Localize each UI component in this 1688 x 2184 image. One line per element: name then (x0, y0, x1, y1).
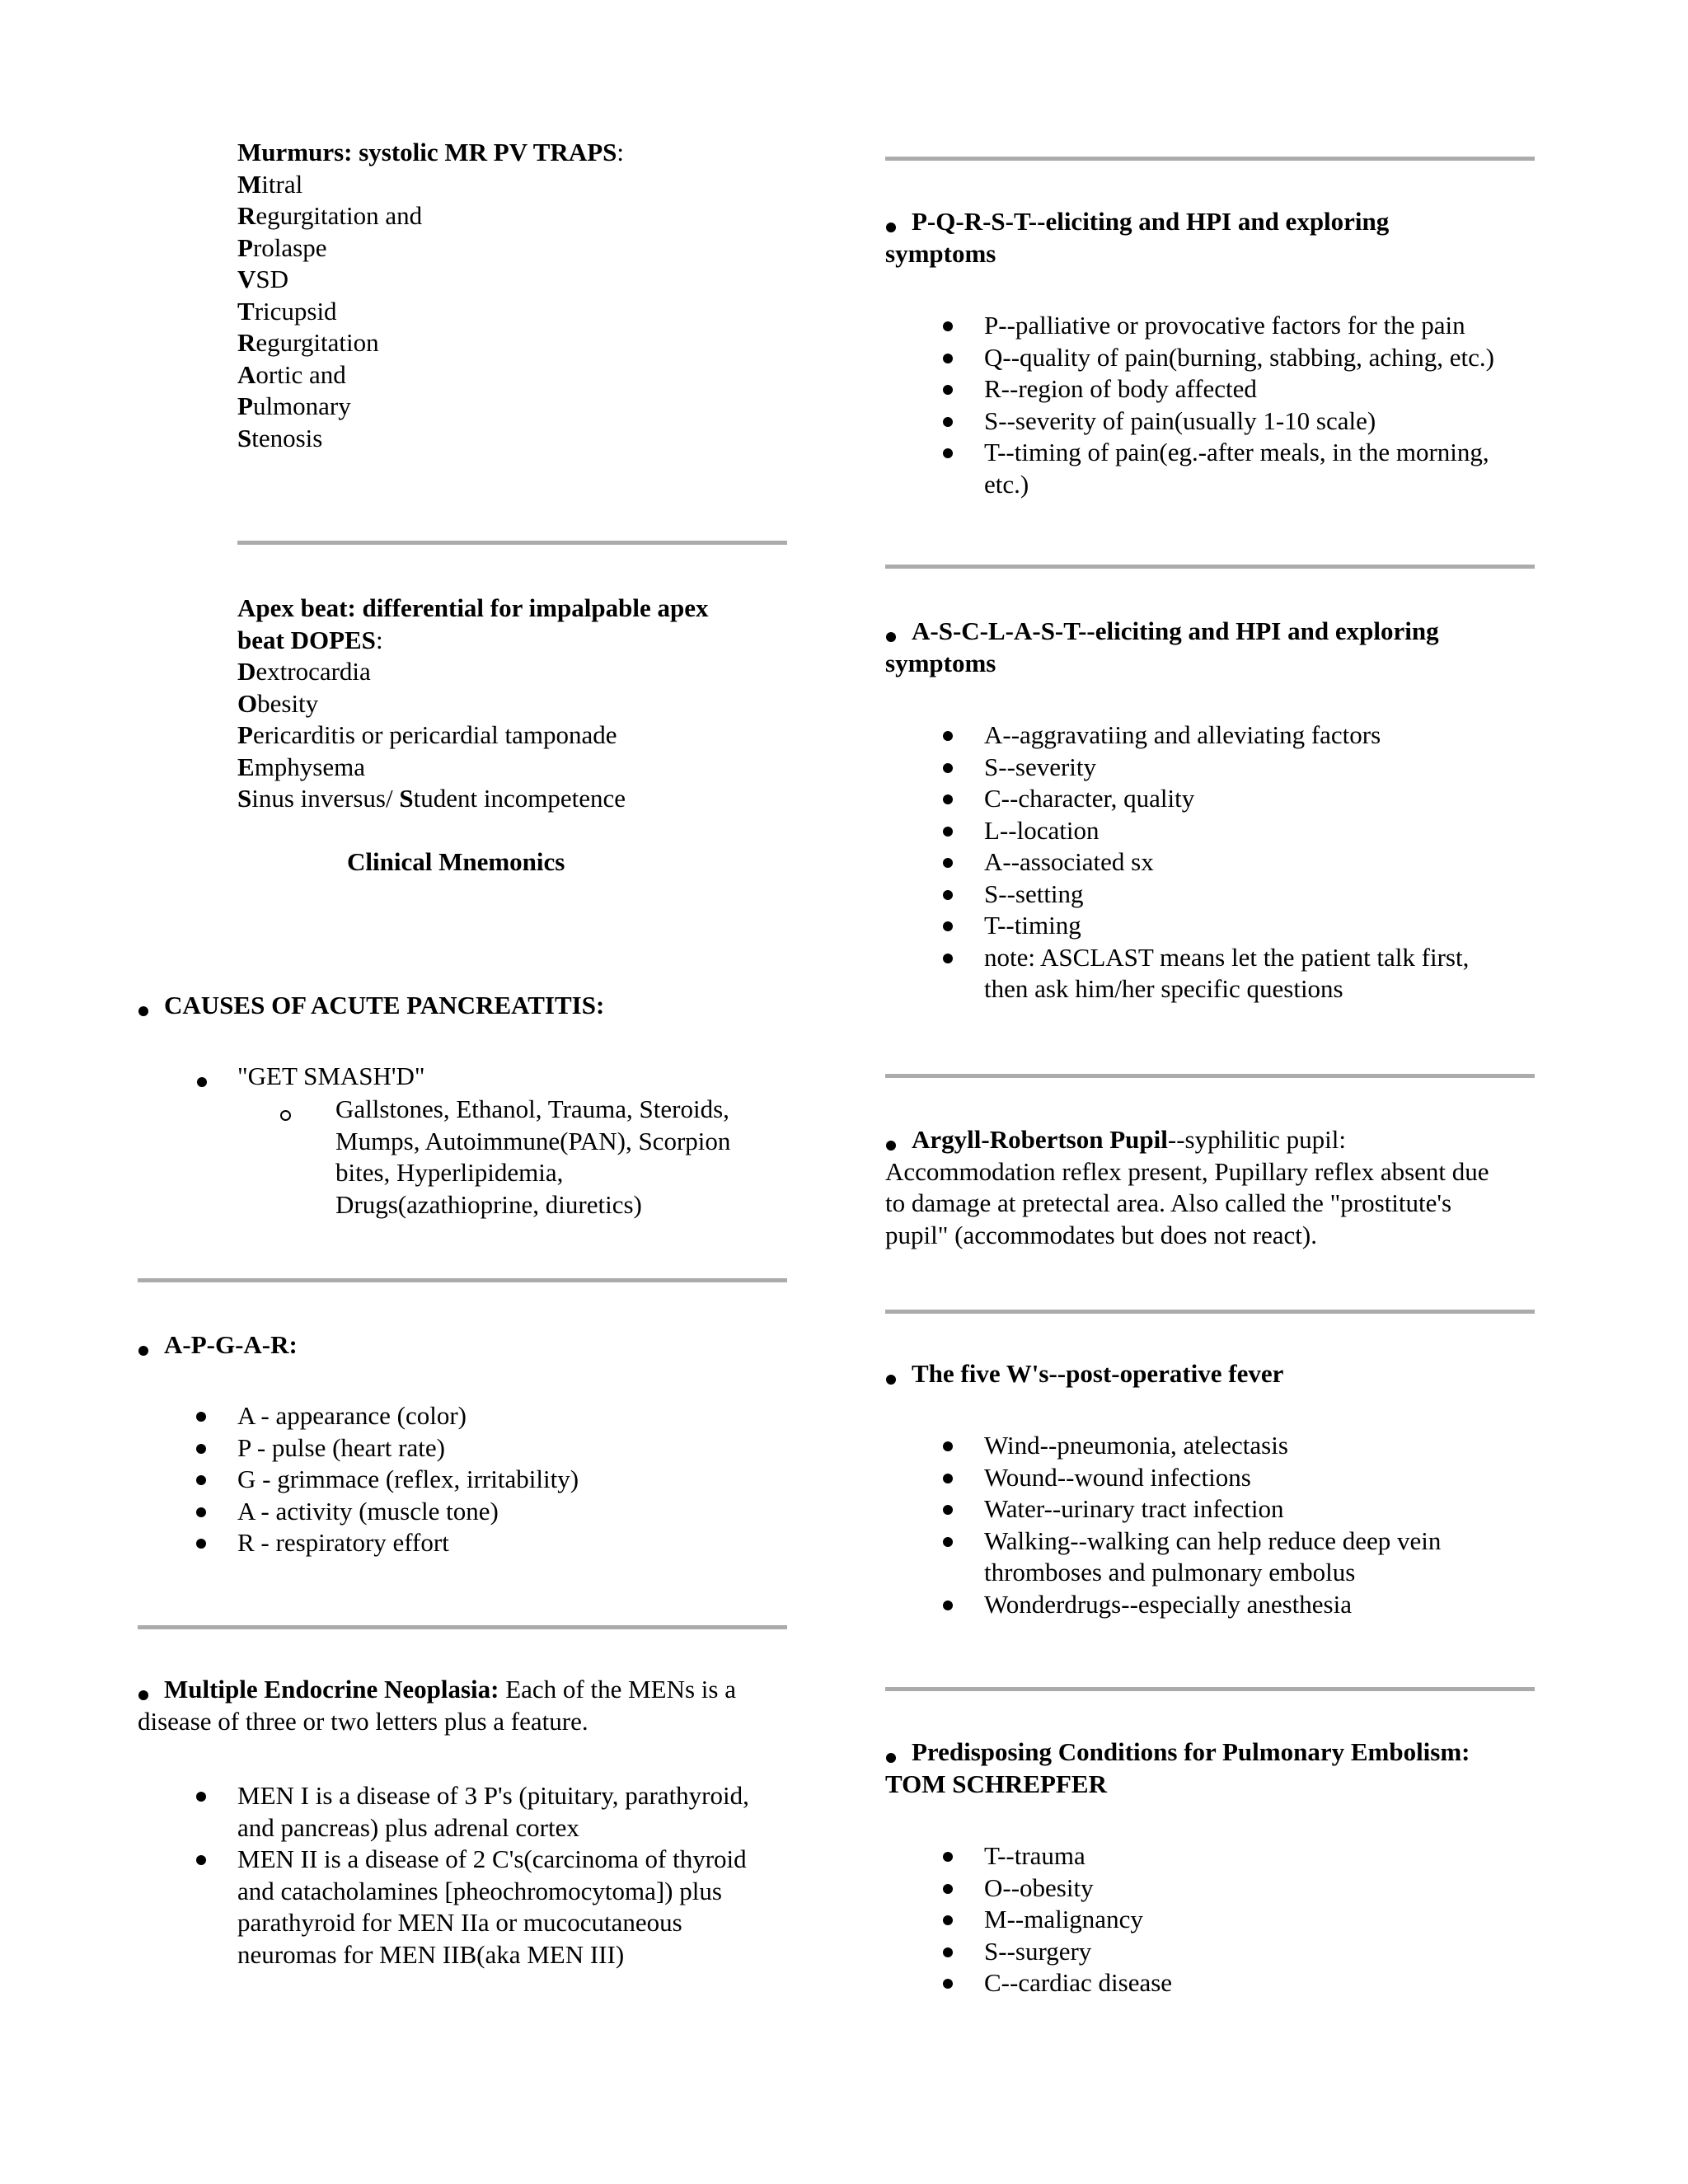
divider (138, 1278, 787, 1282)
bullet-dot-icon (943, 1852, 953, 1862)
pancreatitis-title: CAUSES OF ACUTE PANCREATITIS: (164, 991, 605, 1019)
list-item-line: C--character, quality (984, 784, 1195, 813)
bullet-dot-icon (196, 1475, 206, 1485)
list-item-line: O--obesity (984, 1872, 1094, 1902)
bullet-dot-icon (943, 321, 953, 331)
asclast-list (984, 719, 1469, 1005)
list-item (984, 1430, 1441, 1462)
argyll-line: to damage at pretectal area. Also called the "prostitute's (885, 1188, 1452, 1217)
pqrst-title: P-Q-R-S-T--eliciting and HPI and exploring symptoms (885, 207, 1390, 268)
list-item (984, 373, 1494, 405)
bullet-dot-icon (196, 1507, 206, 1517)
bullet-dot-icon (943, 731, 953, 741)
apex-line (237, 688, 708, 720)
list-item (984, 1967, 1172, 1999)
bullet-dot-icon (886, 1375, 896, 1385)
pqrst-list (984, 310, 1494, 500)
list-item-line: MEN II is a disease of 2 C's(carcinoma of thyroid (237, 1844, 747, 1873)
list-item (984, 752, 1469, 784)
list-item (984, 910, 1469, 942)
murmurs-line (237, 169, 624, 201)
men-intro-line2: disease of three or two letters plus a feature. (138, 1706, 588, 1736)
list-item-line: note: ASCLAST means let the patient talk first, (984, 942, 1470, 972)
list-item-line: MEN I is a disease of 3 P's (pituitary, parathyroid, (237, 1781, 749, 1810)
bullet-dot-icon (943, 1601, 953, 1610)
murmurs-line-text: ortic and (256, 359, 346, 389)
list-item (237, 1527, 579, 1559)
murmurs-line (237, 264, 624, 296)
list-item-line: and catacholamines [pheochromocytoma]) plus (237, 1876, 722, 1905)
bullet-dot-icon (943, 1947, 953, 1957)
murmurs-line (237, 359, 624, 391)
murmurs-section (237, 137, 624, 454)
murmurs-line (237, 391, 624, 423)
apex-last-line: Sinus inversus/ Student incompetence (237, 784, 626, 813)
list-item (984, 437, 1494, 500)
murmurs-line (237, 200, 624, 232)
pancreatitis-sub-list (335, 1094, 730, 1221)
fivew-title: The five W's--post-operative fever (912, 1359, 1284, 1388)
pe-list (984, 1840, 1172, 1999)
murmurs-line (237, 327, 624, 359)
bullet-dot-icon (943, 1505, 953, 1515)
list-item-line: S--severity (984, 752, 1097, 781)
bullet-dot-icon (943, 890, 953, 900)
list-item-line: S--surgery (984, 1936, 1092, 1966)
murmurs-line-initial: V (237, 265, 256, 293)
pancreatitis-sub-line: Mumps, Autoimmune(PAN), Scorpion (335, 1126, 731, 1155)
men-list (237, 1780, 749, 1971)
list-item-line: etc.) (984, 469, 1029, 499)
list-item (984, 310, 1494, 342)
bullet-dot-icon (943, 858, 953, 868)
apex-line-initial: E (237, 752, 255, 781)
list-item-line: S--severity of pain(usually 1-10 scale) (984, 405, 1376, 435)
list-item (237, 1400, 579, 1432)
bullet-dot-icon (138, 1006, 148, 1016)
list-item-line: T--timing (984, 911, 1081, 940)
list-item-line: R--region of body affected (984, 374, 1257, 403)
murmurs-line-text: itral (261, 169, 303, 199)
apex-line-text: ericarditis or pericardial tamponade (252, 720, 617, 749)
pancreatitis-sub-line: Drugs(azathioprine, diuretics) (335, 1189, 642, 1219)
clinical-mnemonics-heading: Clinical Mnemonics (347, 847, 565, 876)
argyll-lines (885, 1156, 1489, 1252)
list-item-line: A - activity (muscle tone) (237, 1496, 499, 1526)
bullet-dot-icon (196, 1539, 206, 1549)
murmurs-lines (237, 169, 624, 455)
list-item-line: neuromas for MEN IIB(aka MEN III) (237, 1939, 625, 1969)
list-item (984, 846, 1469, 879)
murmurs-line-initial: R (237, 328, 256, 357)
men-intro (138, 1674, 736, 1737)
list-item (237, 1464, 579, 1496)
bullet-dot-icon (943, 921, 953, 931)
asclast-title: A-S-C-L-A-S-T--eliciting and HPI and exploring symptoms (885, 616, 1439, 677)
bullet-dot-icon (943, 1441, 953, 1451)
list-item-line: parathyroid for MEN IIa or mucocutaneous (237, 1908, 682, 1937)
bullet-dot-icon (943, 448, 953, 458)
divider (885, 157, 1535, 161)
divider (885, 1687, 1535, 1691)
list-item-line: Walking--walking can help reduce deep vein (984, 1526, 1442, 1555)
list-item-line: T--trauma (984, 1841, 1085, 1870)
divider (885, 1074, 1535, 1078)
apgar-list (237, 1400, 579, 1559)
list-item-line: then ask him/her specific questions (984, 974, 1343, 1003)
murmurs-line (237, 423, 624, 455)
bullet-dot-icon (943, 1979, 953, 1989)
bullet-dot-icon (943, 763, 953, 773)
list-item (984, 1936, 1172, 1968)
fivew-list (984, 1430, 1441, 1620)
list-item (237, 1432, 579, 1465)
bullet-dot-icon (943, 794, 953, 804)
list-item (984, 1840, 1172, 1872)
murmurs-line-initial: R (237, 201, 256, 230)
list-item (984, 1872, 1172, 1905)
murmurs-line (237, 296, 624, 328)
pancreatitis-item: "GET SMASH'D" (237, 1062, 425, 1090)
list-item (984, 1526, 1441, 1589)
apex-line-text: mphysema (254, 752, 365, 781)
list-item (237, 1844, 749, 1971)
bullet-dot-icon (943, 417, 953, 427)
murmurs-line-text: SD (256, 265, 289, 293)
list-item-line: M--malignancy (984, 1905, 1143, 1933)
list-item (237, 1780, 749, 1844)
list-item-line: P--palliative or provocative factors for the pain (984, 311, 1465, 340)
list-item-line: A - appearance (color) (237, 1401, 467, 1430)
divider (237, 541, 787, 545)
list-item-line: A--aggravatiing and alleviating factors (984, 720, 1381, 749)
argyll-line: Accommodation reflex present, Pupillary reflex absent due (885, 1156, 1489, 1186)
pancreatitis-sub-line: Gallstones, Ethanol, Trauma, Steroids, (335, 1094, 729, 1123)
murmurs-title: Murmurs: systolic MR PV TRAPS: (237, 138, 625, 166)
bullet-dot-icon (197, 1077, 207, 1087)
apex-title-line1: Apex beat: differential for impalpable apex (237, 593, 709, 622)
bullet-dot-icon (138, 1346, 148, 1356)
murmurs-line-text: ulmonary (252, 391, 351, 420)
list-item (984, 1462, 1441, 1494)
list-item-line: L--location (984, 815, 1100, 845)
list-item-line: C--cardiac disease (984, 1968, 1173, 1997)
apex-line (237, 656, 708, 688)
murmurs-line (237, 232, 624, 265)
apex-line-text: besity (257, 688, 319, 718)
bullet-dot-icon (943, 954, 953, 963)
argyll-title-line: Argyll-Robertson Pupil--syphilitic pupil: (912, 1125, 1346, 1154)
bullet-dot-icon (196, 1412, 206, 1422)
argyll-line: pupil" (accommodates but does not react). (885, 1220, 1317, 1249)
apex-lines (237, 656, 708, 783)
apex-line-initial: O (237, 688, 258, 718)
list-item (237, 1496, 579, 1528)
murmurs-line-initial: A (237, 359, 256, 389)
list-item-line: T--timing of pain(eg.-after meals, in the morning, (984, 438, 1489, 466)
bullet-dot-icon (196, 1855, 206, 1865)
list-item-line: thromboses and pulmonary embolus (984, 1558, 1356, 1586)
list-item (984, 942, 1469, 1005)
bullet-dot-icon (943, 1884, 953, 1894)
list-item (984, 815, 1469, 847)
apex-line-initial: P (237, 720, 253, 749)
pancreatitis-sub-line: bites, Hyperlipidemia, (335, 1158, 564, 1187)
apex-line (237, 719, 708, 752)
apgar-title: A-P-G-A-R: (164, 1330, 298, 1359)
bullet-dot-icon (943, 385, 953, 395)
murmurs-line-text: ricupsid (254, 296, 337, 326)
murmurs-line-text: tenosis (251, 423, 323, 452)
list-item-line: Water--urinary tract infection (984, 1494, 1284, 1523)
list-item (984, 719, 1469, 752)
apex-title-line2: beat DOPES: (237, 625, 383, 654)
apex-line (237, 752, 708, 784)
murmurs-line-initial: P (237, 232, 253, 262)
murmurs-line-initial: S (237, 423, 252, 452)
divider (885, 565, 1535, 569)
divider (138, 1625, 787, 1629)
murmurs-line-initial: T (237, 296, 255, 326)
bullet-circle-icon (280, 1110, 291, 1121)
argyll-section (885, 1124, 1489, 1251)
list-item-line: Wonderdrugs--especially anesthesia (984, 1589, 1352, 1619)
apex-line-text: extrocardia (256, 657, 371, 686)
bullet-dot-icon (943, 354, 953, 363)
list-item (984, 405, 1494, 438)
bullet-dot-icon (196, 1444, 206, 1454)
murmurs-line-text: rolaspe (252, 232, 327, 262)
list-item-line: R - respiratory effort (237, 1528, 449, 1557)
bullet-dot-icon (196, 1792, 206, 1802)
list-item-line: Wind--pneumonia, atelectasis (984, 1431, 1288, 1460)
murmurs-line-initial: P (237, 391, 253, 420)
bullet-dot-icon (943, 1537, 953, 1547)
men-intro-line1: Multiple Endocrine Neoplasia: Each of the MENs is a (164, 1675, 736, 1704)
murmurs-line-text: egurgitation (256, 328, 379, 357)
list-item-line: A--associated sx (984, 847, 1154, 876)
list-item (984, 879, 1469, 911)
list-item-line: and pancreas) plus adrenal cortex (237, 1812, 579, 1842)
list-item (984, 1904, 1172, 1936)
list-item (984, 342, 1494, 374)
bullet-dot-icon (943, 827, 953, 837)
list-item (984, 1589, 1441, 1621)
apex-section (237, 593, 708, 815)
list-item (984, 1493, 1441, 1526)
divider (885, 1310, 1535, 1314)
list-item-line: G - grimmace (reflex, irritability) (237, 1465, 579, 1493)
list-item-line: S--setting (984, 879, 1084, 908)
murmurs-line-initial: M (237, 169, 262, 199)
pe-title: Predisposing Conditions for Pulmonary Embolism: TOM SCHREPFER (885, 1737, 1470, 1798)
bullet-dot-icon (943, 1915, 953, 1925)
list-item-line: Wound--wound infections (984, 1462, 1251, 1492)
list-item (984, 783, 1469, 815)
apex-line-initial: D (237, 657, 256, 686)
bullet-dot-icon (943, 1474, 953, 1483)
list-item-line: P - pulse (heart rate) (237, 1432, 445, 1462)
list-item-line: Q--quality of pain(burning, stabbing, aching, etc.) (984, 342, 1494, 372)
murmurs-line-text: egurgitation and (256, 201, 423, 230)
